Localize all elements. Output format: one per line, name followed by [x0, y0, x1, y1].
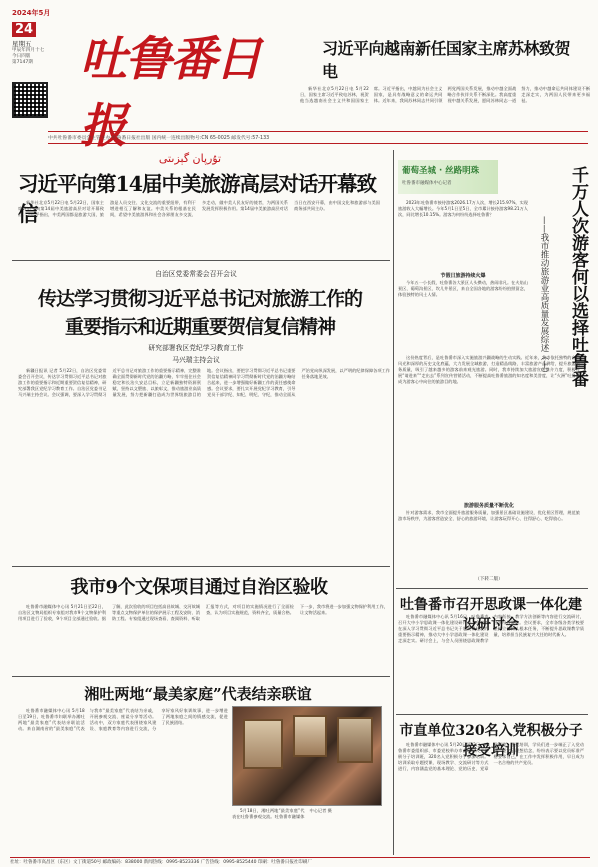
- logo-uyghur: تۇرپان گېزىتى: [158, 152, 222, 165]
- training-text: 吐鲁番市融媒体中心讯 5月20日至22日，吐鲁番市委组织部、市委党校举办市直单位入党积极分子培训班，320名入党积极分子参加培训。培训采取专题授课、现场教学、交流研讨等方式进行，内容涵盖党的基本理论、党的历史、党章党规等。通过培训，学员们进一步端正了入党动机，坚定了理想信念，纷纷表示要以党员标准严格要求自己，在工作中发挥积极作用，早日成为一名合格的共产党员。: [398, 742, 584, 771]
- caption-text: 5月18日，湘吐两地“最美家庭”代表在吐鲁番参观交流。吐鲁番市融媒体中心记者 摄: [232, 808, 332, 819]
- section-heading-2: 旅游服务质量不断优化: [463, 503, 514, 509]
- top-headline[interactable]: 习近平向越南新任国家主席苏林致贺电: [322, 39, 571, 81]
- grape-body-4: [398, 510, 580, 576]
- lead-headline[interactable]: 习近平向第14届中美旅游高层对话开幕致信: [18, 172, 377, 226]
- family-headline[interactable]: 湘吐两地“最美家庭”代表结亲联谊: [84, 685, 312, 703]
- study-text: 新疆日报讯 记者 5月22日，自治区党委常委会召开会议，传达学习贯彻习近平总书记对旅游工作的重要指示和近期重要贺信复信精神，研究部署我区党纪学习教育工作。自治区党委书记马兴瑞主持会议。会议强调，要深入学习贯彻习近平总书记对旅游工作的重要指示精神，完整准确全面贯彻新时代党的治疆方略，牢牢扭住社会稳定和长治久安总目标，立足新疆独特资源禀赋，坚持以文塑旅、以旅彰文，推动旅游业高质量发展，努力把新疆打造成为世界级旅游目的地。会议指出，要把学习贯彻习近平总书记重要贺信复信精神同学习贯彻新时代党的治疆方略结合起来，进一步增强做好新疆工作的责任感使命感。会议要求，要扎实开展党纪学习教育，引导党员干部学纪、知纪、明纪、守纪，推动全面从严治党向纵深发展，以严明的纪律保障各项工作任务落地见效。: [18, 368, 390, 397]
- divider: [396, 714, 588, 715]
- lead-body: [18, 200, 380, 250]
- photo-frame: [243, 719, 283, 769]
- footer-bar: 社址：吐鲁番市高昌区（东区）文丁街道50号 邮政编码：838000 新闻热线：0995-8523336 广告热线：0995-8525440 印刷：吐鲁番日报社印刷厂: [10, 857, 590, 865]
- section-heading: 节假日旅游持续火爆: [440, 273, 486, 279]
- study-headline-line2[interactable]: 重要指示和近期重要贺信复信精神: [64, 316, 335, 338]
- relic-body: [18, 604, 388, 670]
- seminar-text: 吐鲁番市融媒体中心讯 5月16日，吐鲁番市召开大中小学思政课一体化建设研讨会。会议旨在深入学习贯彻习近平总书记关于思政课建设的重要指示精神，推动大中小学思政课一体化建设走深走实。研讨会上，与会人员围绕思政课教学内容衔接、教学方法创新等内容进行交流研讨，分享经验做法。会议要求，全市各级各类学校要坚持立德树人根本任务，不断提升思政课教学质量，培养担当民族复兴大任的时代新人。: [398, 614, 584, 643]
- grape-text-3: 这份热度背后，是吐鲁番市深入实施旅游兴疆战略的生动实践。近年来，我市依托独特的自然风光和深厚的历史文化底蕴，大力发展全域旅游，打造精品线路，丰富旅游产品供给，提升旅游服务质量，吸引了越来越多的游客前来观光旅游。同时，我市持续加大旅游宣传推介力度，积极开展“请进来”“走出去”系列宣传营销活动，不断提高吐鲁番旅游的知名度和美誉度，让“火洲”吐鲁番成为游客心中向往的旅游目的地。: [398, 355, 580, 384]
- issue-number: 第7147期: [12, 60, 33, 65]
- seminar-body: [398, 614, 584, 710]
- day-number: 24: [12, 22, 36, 37]
- series-title: 葡萄圣城 · 丝路明珠: [402, 166, 480, 176]
- lead-text: 新华社北京5月22日电 5月22日，国家主席习近平向第14届中美旅游高层对话开幕致信。习近平指出，中美两国都是旅游大国，旅游是人员交往、文化交流的重要纽带，有利于增进相互了解和友谊。中美关系的根基在民间，希望中美旅游界和社会各界朋友多交流、多走动，做中美人民友好的使者，为两国关系发展发挥积极作用。第14届中美旅游高层对话当日在西安开幕，由中国文化和旅游部与美国商务部共同主办。: [18, 200, 380, 217]
- vertical-subheadline: ——我市推动旅游业高质量发展综述（上）: [539, 216, 549, 378]
- grape-text-2: 今年五一小长假，吐鲁番各大景区人头攒动，热闹非凡。在火焰山景区、葡萄沟景区、坎儿井景区，来自全国各地的游客纷纷拍照留念，体验独特的风土人情。: [398, 280, 528, 297]
- continued-note: （下转二版）: [475, 577, 503, 582]
- lunar-date: 甲辰年四月十七: [12, 48, 45, 53]
- grape-body-1: [398, 200, 528, 270]
- series-banner: [398, 160, 498, 194]
- imprint-bar: 中共吐鲁番市委员会主管主办 吐鲁番日报社出版 国内统一连续出版物号:CN 65-0025 邮发代号:57-133: [48, 131, 588, 144]
- qr-code-icon[interactable]: [12, 82, 48, 118]
- photo-caption: [232, 808, 382, 853]
- vertical-headline[interactable]: 千万人次游客何以选择吐鲁番: [568, 166, 588, 387]
- study-body: [18, 368, 390, 560]
- edition-count: 今日四版: [12, 54, 31, 59]
- divider: [396, 588, 588, 589]
- photo-frame: [293, 715, 327, 757]
- family-photo[interactable]: [232, 706, 382, 806]
- divider: [12, 676, 390, 677]
- year-month: 2024年5月: [12, 9, 51, 17]
- grape-text-1: 2023年吐鲁番市接待游客2026.17万人次，增长215.97%，实现旅游收入大幅增长。今年5月1日至5日，全市累计接待游客98.21万人次，同比增长10.15%。游客为何纷纷选择吐鲁番？: [398, 200, 528, 217]
- weekday: 星期五: [12, 40, 32, 48]
- series-byline: 吐鲁番市融媒体中心记者: [402, 181, 452, 186]
- grape-body-2: [398, 280, 528, 352]
- divider: [12, 566, 390, 567]
- training-headline[interactable]: 市直单位320名入党积极分子接受培训: [399, 723, 583, 759]
- training-body: [398, 742, 584, 854]
- study-subheadline: 研究部署我区党纪学习教育工作: [148, 344, 244, 352]
- family-text: 吐鲁番市融媒体中心讯 5月18日至19日，吐鲁番市妇联举办湘吐两地“最美家庭”代表结亲联谊活动。来自湖南省的“最美家庭”代表与我市“最美家庭”代表结为亲戚，开展参观交流、座谈分享等活动。活动中，双方家庭代表围绕家风建设、家庭教育等内容进行交流，分享好家风好家训故事，进一步增进了两地家庭之间的情感交流，促进了民族团结。: [18, 708, 228, 731]
- study-subheadline-2: 马兴瑞主持会议: [172, 356, 220, 364]
- grape-text-4: 针对游客需求，我市全面提升旅游服务质量，加强景区基础设施建设，优化景区管理，规范旅游市场秩序，为游客营造安全、舒心的旅游环境，让游客玩得开心、住得舒心、吃得放心。: [398, 510, 580, 521]
- divider: [12, 260, 390, 261]
- seminar-headline[interactable]: 吐鲁番市召开思政课一体化建设研讨会: [400, 597, 582, 633]
- photo-frame: [337, 717, 373, 763]
- top-story-text: 新华社北京5月22日电 5月22日，国家主席习近平致电苏林，祝贺他当选越南社会主义共和国国家主席。习近平指出，中越同为社会主义国家，是具有战略意义的命运共同体。近年来，我同苏林同志共同引领两党两国关系发展，推动中越全面战略合作伙伴关系不断深化。我高度重视中越关系发展，愿同苏林同志一道努力，推动中越命运共同体建设不断走深走实，为两国人民带来更多福祉。: [300, 86, 590, 103]
- study-kicker: 自治区党委常委会召开会议: [155, 270, 237, 278]
- relic-headline[interactable]: 我市9个文保项目通过自治区验收: [70, 577, 328, 598]
- logo-chinese: 吐鲁番日报: [80, 32, 260, 154]
- family-body: [18, 708, 228, 858]
- grape-body-3: [398, 355, 580, 501]
- top-story-body: [300, 86, 590, 126]
- column-divider: [393, 150, 394, 855]
- study-headline-line1[interactable]: 传达学习贯彻习近平总书记对旅游工作的: [37, 288, 362, 310]
- relic-text: 吐鲁番市融媒体中心讯 5月21日至22日，自治区文物局组织专家组对我市9个文物保护利用项目进行了验收，9个项目全部通过验收。据了解，此次验收的项目包括高昌故城、交河故城等重点文物保护单位的保护展示工程及安防、消防工程。专家组通过现场查看、查阅资料、听取汇报等方式，对项目的实施情况进行了全面检查，认为项目实施规范，资料齐全，质量合格。下一步，我市将进一步加强文物保护利用工作，让文物活起来。: [18, 604, 388, 621]
